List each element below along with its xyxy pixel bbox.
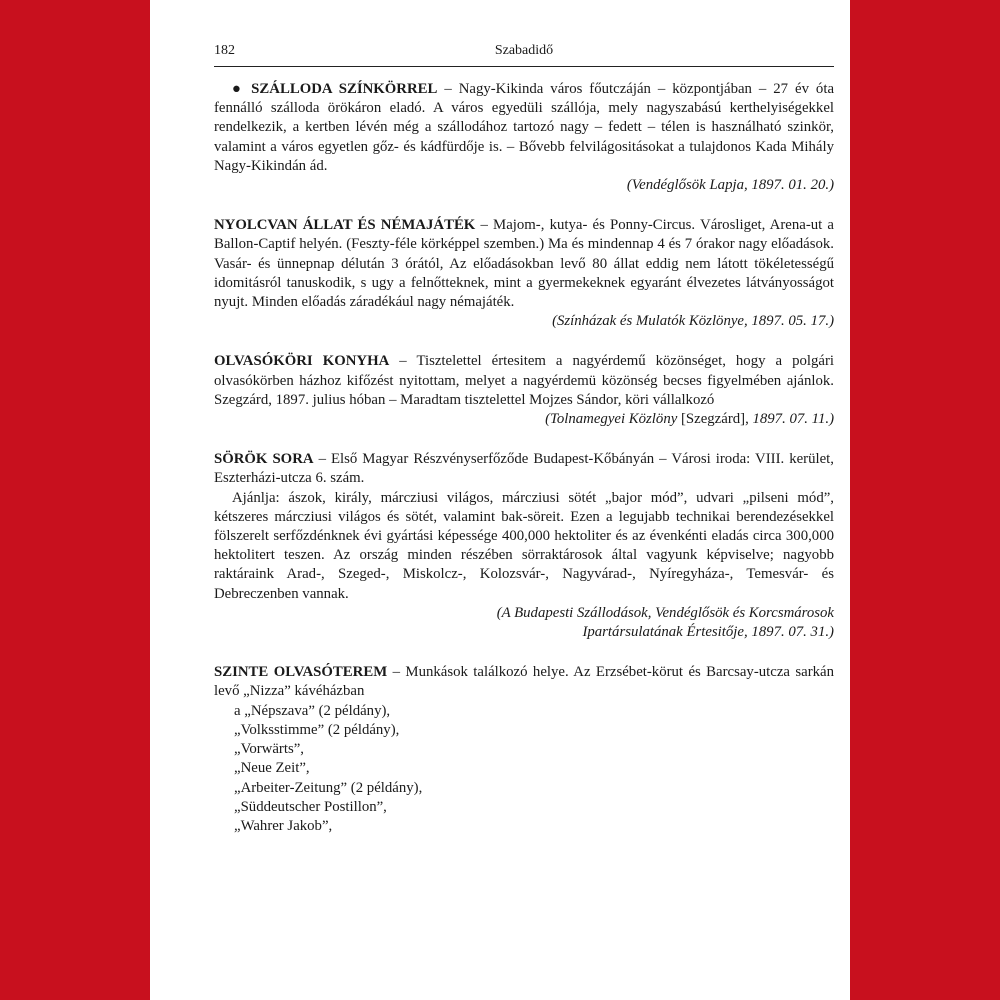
entry-source-line-2: Ipartársulatának Értesitője, 1897. 07. 31.) xyxy=(582,624,834,641)
entry-body: – Majom-, kutya- és Ponny-Circus. Városliget, Arena-ut a Ballon-Captif helyén. (Feszty-féle körképpel szemben.) Ma és mindennap 4 és 7 órakor nagy előadások. Vasár- és ünnepnap délután 3 órától, Az előadásokban levő 80 állat eddig nem látott tökéletességű idomitásról tanuskodik, s ugy a felnőtteknek, mint a gyermekeknek egyaránt élvezetes látványosságot nyujt. Minden előadás záradékául nagy némajáték. xyxy=(214,217,834,311)
entry-headline: OLVASÓKÖRI KONYHA xyxy=(214,353,390,370)
page-header xyxy=(214,43,834,67)
source-date: 1897. 07. 11.) xyxy=(752,411,834,428)
entry-text xyxy=(214,450,834,488)
entry-source-line-1: (A Budapesti Szállodások, Vendéglősök és Korcsmárosok xyxy=(496,604,834,621)
entry-headline: SÖRÖK SORA xyxy=(214,451,314,468)
bullet-icon: ● xyxy=(232,81,245,97)
list-item: „Arbeiter-Zeitung” (2 példány), xyxy=(234,779,423,796)
list-item: „Volksstimme” (2 példány), xyxy=(234,721,400,738)
entry-source: (Vendéglősök Lapja, 1897. 01. 20.) xyxy=(626,177,834,194)
book-page xyxy=(150,0,850,1000)
entry-body: – Nagy-Kikinda város főutczáján – központjában – 27 év óta fennálló szálloda örökáron eladó. A város egyedüli szállója, mely nagyszabású kerthelyiségekkel rendelkezik, a kertben lévén még a szállodához tartozó nagy – fedett – télen is használható szinkör, valamint a város egyetlen gőz- és kádfürdője is. – Bővebb felvilágositásokat a tulajdonos Kada Mihály Nagy-Kikindán ád. xyxy=(214,81,835,174)
source-title: (Tolnamegyei Közlöny xyxy=(545,411,678,428)
entry-source: (Színházak és Mulatók Közlönye, 1897. 05. 17.) xyxy=(552,313,834,330)
entry-headline: SZINTE OLVASÓTEREM xyxy=(214,664,388,681)
entry-nyolcvan-allat xyxy=(214,216,834,331)
list-item: „Neue Zeit”, xyxy=(234,760,310,777)
entry-sorok-sora xyxy=(214,450,834,642)
entry-headline: NYOLCVAN ÁLLAT ÉS NÉMAJÁTÉK xyxy=(214,217,476,234)
list-item: a „Népszava” (2 példány), xyxy=(234,702,391,719)
running-title: Szabadidő xyxy=(494,43,554,58)
header-rule xyxy=(214,66,834,67)
entry-szinte-olvasoterem xyxy=(214,663,834,836)
list-item: „Süddeutscher Postillon”, xyxy=(234,798,387,815)
entry-text xyxy=(214,663,834,701)
list-item: „Wahrer Jakob”, xyxy=(234,817,333,834)
entry-headline: SZÁLLODA SZÍNKÖRREL xyxy=(251,81,438,97)
entry-text xyxy=(214,216,834,312)
page-body xyxy=(214,80,834,836)
entry-text xyxy=(214,80,834,176)
entry-olvasokori-konyha xyxy=(214,352,834,429)
entry-source xyxy=(214,410,834,429)
entry-body: – Első Magyar Részvényserfőződe Budapest-Kőbányán – Városi iroda: VIII. kerület, Eszterházi-utcza 6. szám. xyxy=(214,451,834,487)
entry-text xyxy=(214,352,834,410)
source-place: [Szegzárd], xyxy=(677,411,753,428)
newspaper-list xyxy=(214,702,834,836)
entry-paragraph: Ajánlja: ászok, király, márcziusi világos, márcziusi sötét „bajor mód”, udvari „pilseni mód”, kétszeres márcziusi világos és sötét, valamint bak-söreit. Ezen a legujabb technikai berendezésekkel fölszerelt serfőzdénknek évi gyártási képessége 400,000 hektoliter és az évenkénti eladás circa 300,000 hektolitert teszen. Az ország minden részében sörraktárosok által vagyunk képviselve; nagyobb raktáraink Arad-, Szeged-, Miskolcz-, Kolozsvár-, Nagyvárad-, Nyíregyháza-, Temesvár- és Debreczenben vannak. xyxy=(214,489,834,602)
list-item: „Vorwärts”, xyxy=(234,741,304,758)
entry-body: – Munkások találkozó helye. Az Erzsébet-körut és Barcsay-utcza sarkán levő „Nizza” kávéházban xyxy=(214,664,835,700)
page-number: 182 xyxy=(214,43,235,58)
entry-body: – Tisztelettel értesitem a nagyérdemű közönséget, hogy a polgári olvasókörben házhoz kifőzést nyitottam, melyet a nagyérdemü közönség becses figyelmében ajánlok. Szegzárd, 1897. julius hóban – Maradtam tisztelettel Mojzes Sándor, köri vállalkozó xyxy=(214,353,835,408)
entry-szalloda xyxy=(214,80,834,195)
